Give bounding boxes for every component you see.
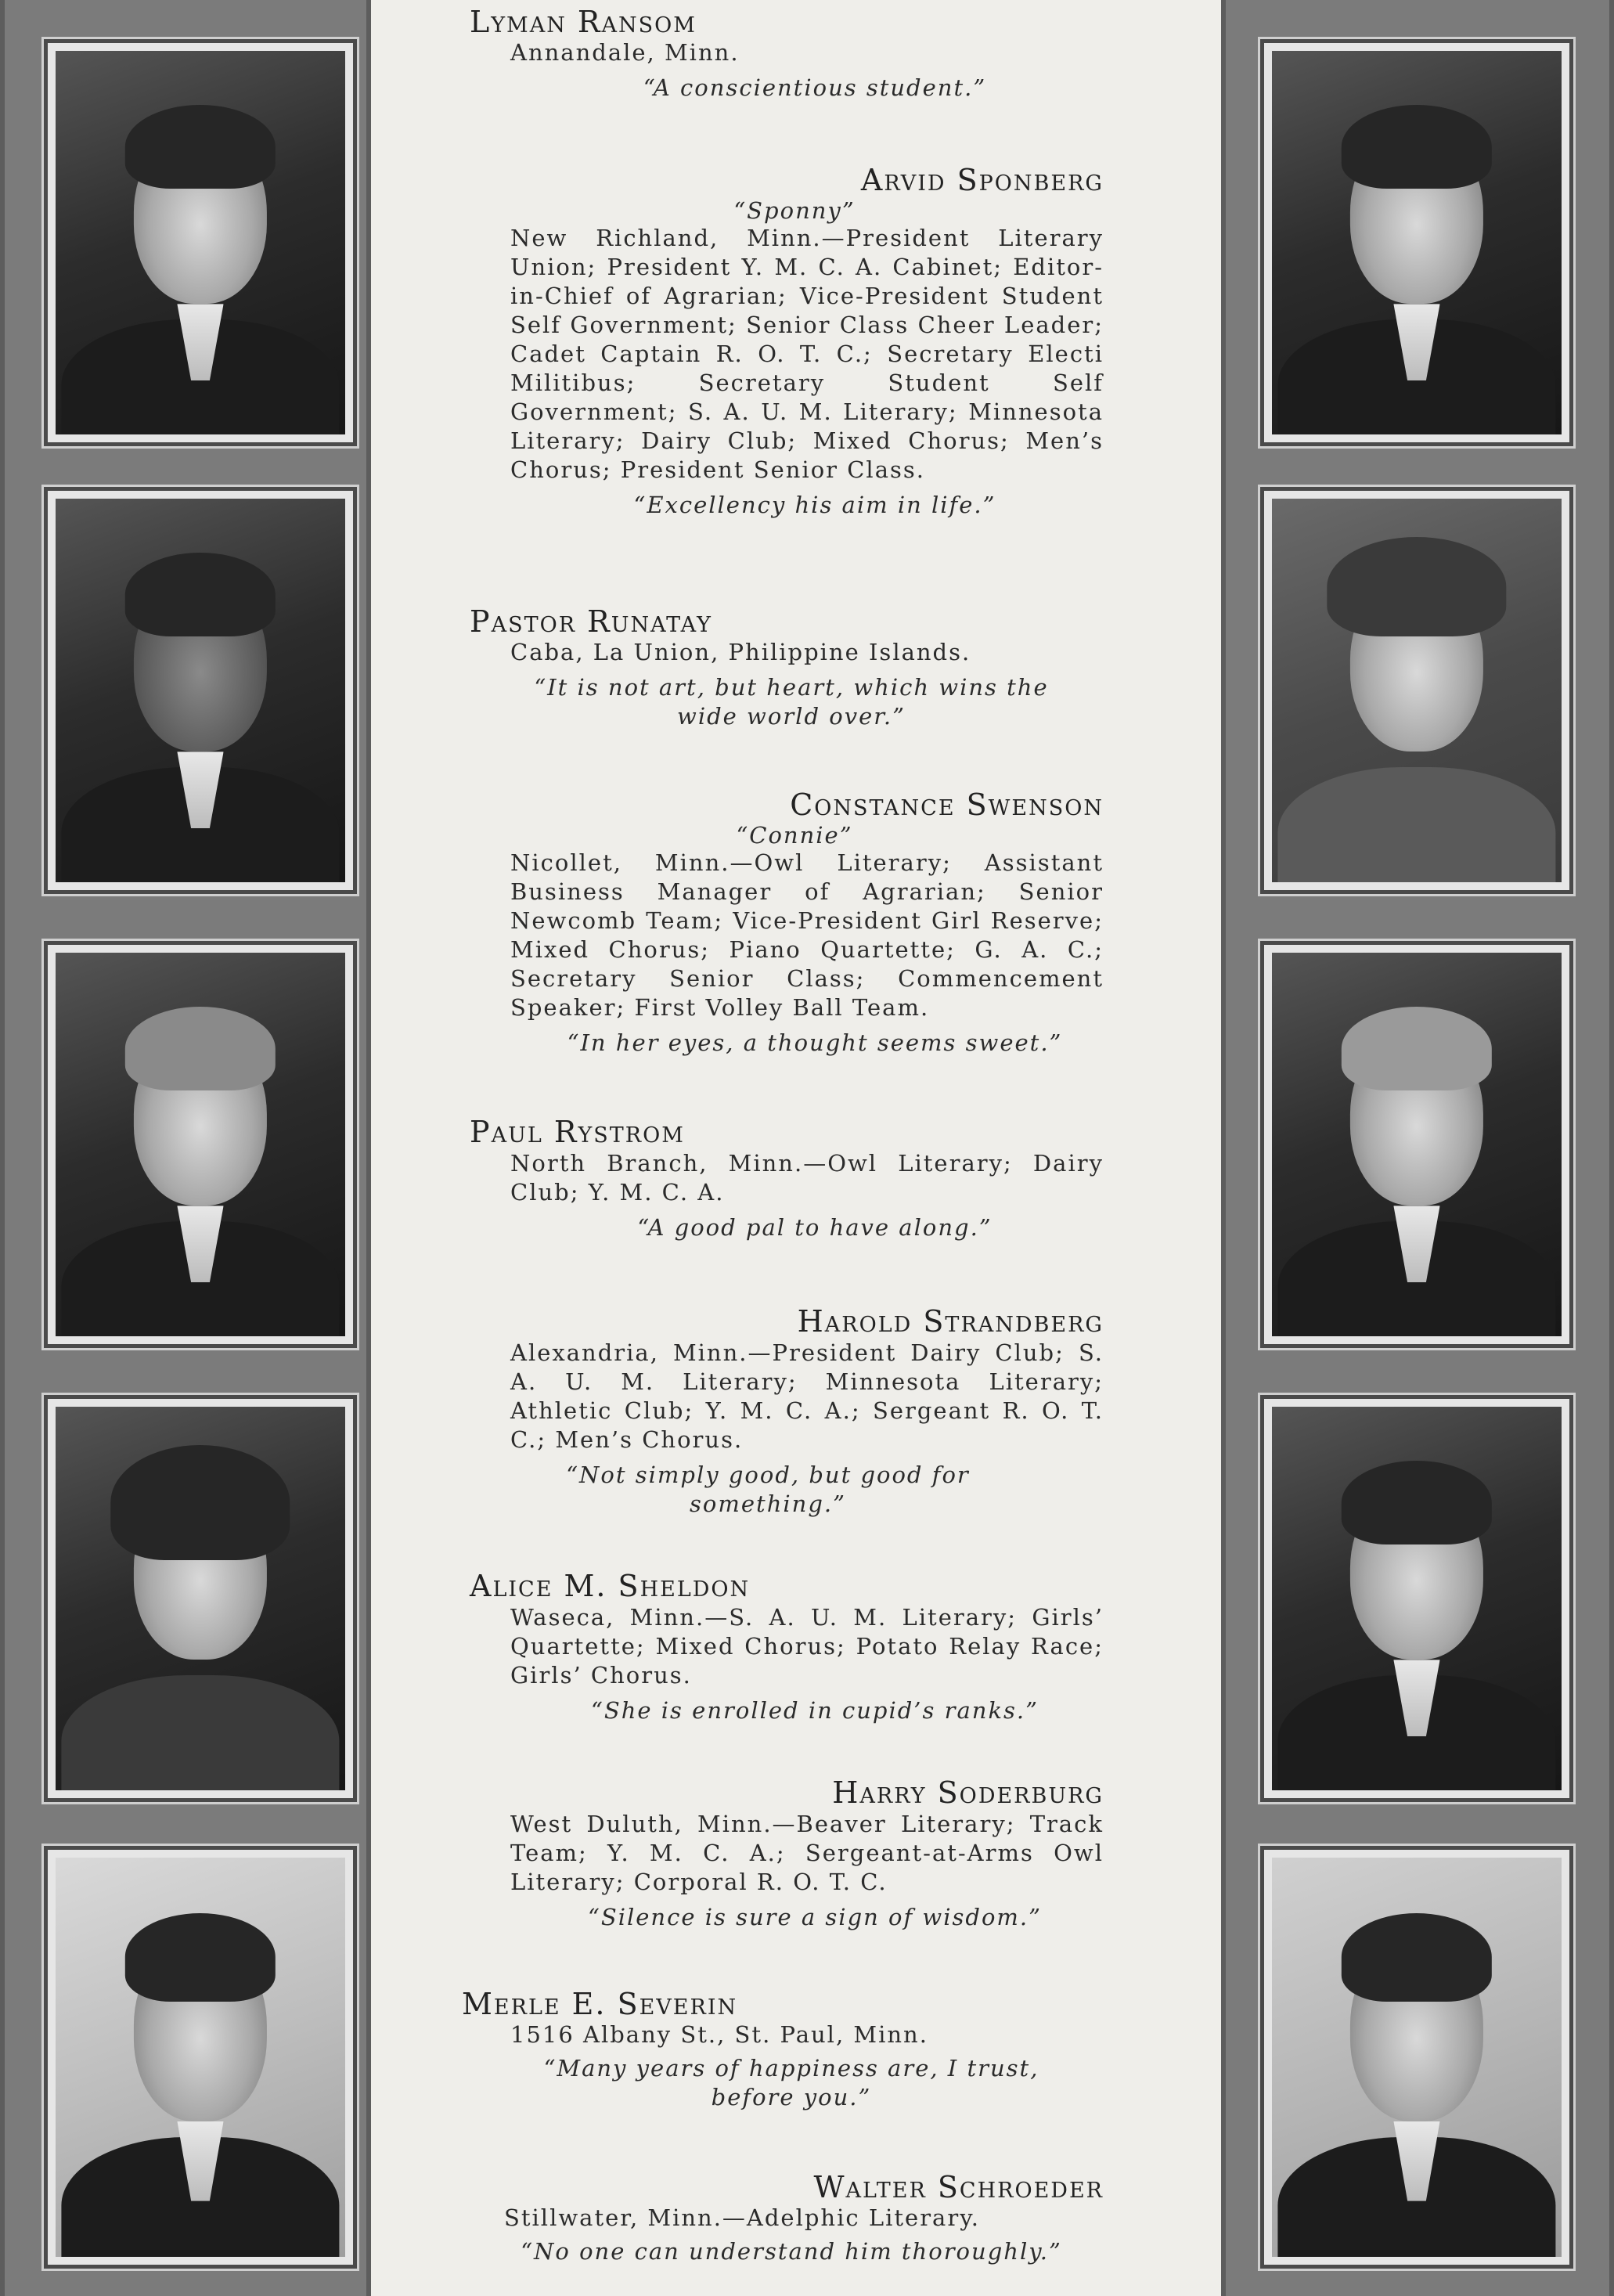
portrait-photo [1272,953,1562,1336]
student-name: Harry Soderburg [832,1775,1104,1810]
portrait-alice-m-sheldon [44,1395,357,1802]
portrait-photo [56,51,345,434]
portrait-arvid-sponberg [1260,39,1573,446]
entry-constance-swenson [470,788,1119,1058]
student-name: Arvid Sponberg [860,163,1104,197]
portrait-harry-soderburg [1260,1395,1573,1802]
portrait-photo [1272,51,1562,434]
student-quote: “In her eyes, a thought seems sweet.” [567,1029,1063,1056]
entry-paul-rystrom [470,1115,1119,1242]
student-name: Constance Swenson [790,788,1104,822]
student-quote: “She is enrolled in cupid’s ranks.” [591,1697,1039,1724]
portrait-constance-swenson [1260,487,1573,894]
student-quote: “A conscientious student.” [643,74,987,101]
entry-harold-strandberg [470,1304,1119,1519]
portrait-photo [56,953,345,1336]
portrait-pastor-runatay [44,487,357,894]
student-description: Alexandria, Minn.—President Dairy Club; S. A. U. M. Literary; Minnesota Literary; Athletic Club; Y. M. C. A.; Sergeant R. O. T. C.; Men’s Chorus. [510,1339,1104,1453]
student-description: Stillwater, Minn.—Adelphic Literary. [504,2204,980,2231]
portrait-photo [56,499,345,882]
portrait-merle-e-severin [44,1846,357,2269]
entry-walter-schroeder [470,2170,1119,2266]
student-name: Merle E. Severin [462,1987,738,2021]
student-description: North Branch, Minn.—Owl Literary; Dairy Club; Y. M. C. A. [510,1150,1104,1206]
portrait-photo [1272,499,1562,882]
portrait-paul-rystrom [44,941,357,1348]
portrait-walter-schroeder [1260,1846,1573,2269]
portrait-photo [56,1858,345,2257]
student-quote: “Silence is sure a sign of wisdom.” [588,1904,1042,1930]
student-quote: “It is not art, but heart, which wins the wide world over.” [534,674,1049,730]
student-name: Paul Rystrom [470,1115,685,1149]
student-description: New Richland, Minn.—President Literary Union; President Y. M. C. A. Cabinet; Editor-in-Chief of Agrarian; Vice-President Student Self Government; Senior Class Cheer Leader; Cadet Captain R. O. T. C.; Secretary Electi Militibus; Secretary Student Self Government; S. A. U. M. Literary; Minnesota Literary; Dairy Club; Mixed Chorus; Men’s Chorus; President Senior Class. [510,225,1104,483]
student-description: Annandale, Minn. [510,39,740,66]
student-quote: “A good pal to have along.” [637,1214,993,1241]
entry-harry-soderburg [470,1775,1119,1932]
right-photo-strip [1221,0,1614,2296]
student-name: Alice M. Sheldon [470,1569,751,1603]
portrait-photo [1272,1858,1562,2257]
student-name: Harold Strandberg [797,1304,1104,1339]
left-photo-strip [0,0,371,2296]
student-description: 1516 Albany St., St. Paul, Minn. [510,2021,928,2048]
student-quote: “Excellency his aim in life.” [633,492,996,518]
entry-pastor-runatay [470,604,1119,731]
student-name: Lyman Ransom [470,5,697,39]
portrait-photo [56,1407,345,1790]
student-quote: “No one can understand him thoroughly.” [521,2238,1062,2265]
student-description: Caba, La Union, Philippine Islands. [510,639,971,665]
entry-merle-e-severin [462,1987,1119,2112]
entry-arvid-sponberg [470,163,1119,520]
student-nickname: “Sponny” [733,197,856,224]
portrait-photo [1272,1407,1562,1790]
portrait-lyman-ransom [44,39,357,446]
student-name: Walter Schroeder [813,2170,1104,2204]
student-nickname: “Connie” [736,822,853,849]
student-description: Waseca, Minn.—S. A. U. M. Literary; Girls’ Quartette; Mixed Chorus; Potato Relay Race; Girls’ Chorus. [510,1604,1104,1689]
portrait-harold-strandberg [1260,941,1573,1348]
student-quote: “Many years of happiness are, I trust, before you.” [543,2055,1039,2110]
student-name: Pastor Runatay [470,604,712,639]
student-description: West Duluth, Minn.—Beaver Literary; Track Team; Y. M. C. A.; Sergeant-at-Arms Owl Literary; Corporal R. O. T. C. [510,1811,1104,1895]
student-description: Nicollet, Minn.—Owl Literary; Assistant Business Manager of Agrarian; Senior Newcomb Team; Vice-President Girl Reserve; Mixed Chorus; Piano Quartette; G. A. C.; Secretary Senior Class; Commencement Speaker; First Volley Ball Team. [510,849,1104,1021]
entry-lyman-ransom [470,5,1119,103]
student-quote: “Not simply good, but good for something.” [566,1462,970,1517]
entry-alice-m-sheldon [470,1569,1119,1725]
